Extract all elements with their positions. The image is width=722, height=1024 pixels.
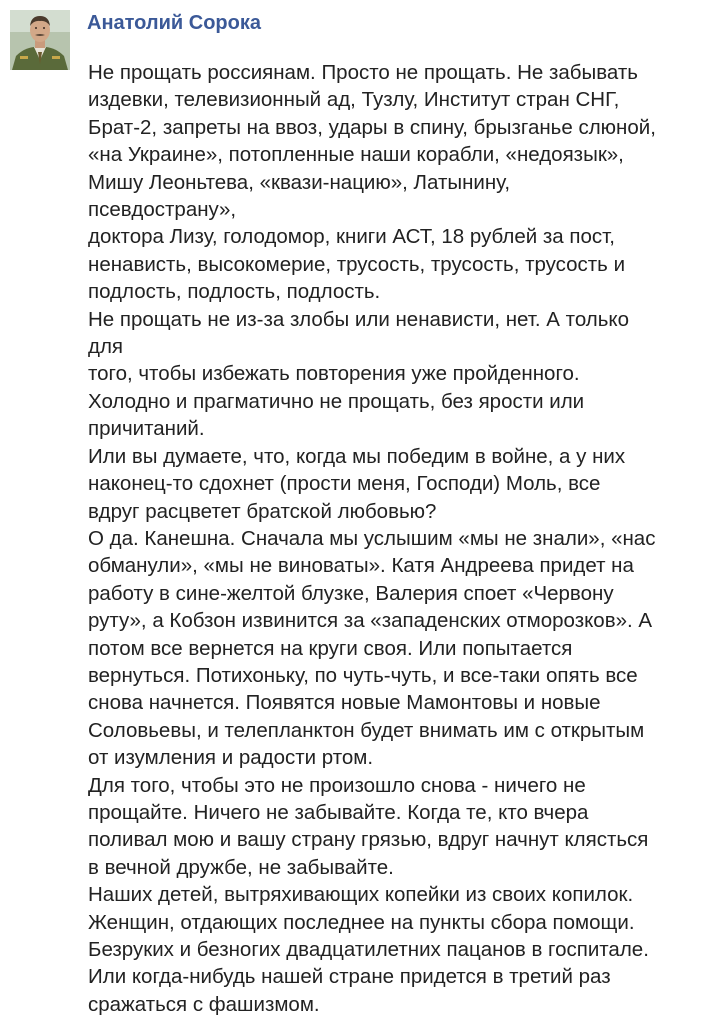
post-text-line: сражаться с фашизмом. (88, 992, 320, 1016)
post-text-line: поливал мою и вашу страну грязью, вдруг начнут клясться (88, 828, 649, 852)
post-text-line: Безруких и безногих двадцатилетних пацанов в госпитале. (88, 938, 649, 961)
post-text-line: Или вы думаете, что, когда мы победим в войне, а у них (88, 444, 626, 468)
post-text-line: вернуться. Потихоньку, по чуть-чуть, и все-таки опять все (88, 663, 638, 687)
post-text-line: Для того, чтобы это не произошло снова - ничего не (88, 773, 586, 797)
post-text-line: вдруг расцветет братской любовью? (88, 499, 437, 523)
post-text-line: снова начнется. Появятся новые Мамонтовы и новые (88, 691, 601, 715)
post-text-line: наконец-то сдохнет (прости меня, Господи) Моль, все (88, 472, 601, 496)
post-text-line: в вечной дружбе, не забывайте. (88, 855, 394, 879)
post-text-line: О да. Канешна. Сначала мы услышим «мы не знали», «нас (88, 526, 656, 550)
post-text-line: доктора Лизу, голодомор, книги АСТ, 18 рублей за пост, (88, 225, 615, 249)
post-text-line: работу в сине-желтой блузке, Валерия споет «Червону (88, 581, 614, 605)
post-text-line: псевдострану», (88, 198, 237, 222)
post-text-line: подлость, подлость, подлость. (88, 280, 381, 304)
post-text-line: обманули», «мы не виноваты». Катя Андреева придет на (88, 554, 634, 578)
post-text-line: Женщин, отдающих последнее на пункты сбора помощи. (88, 910, 635, 934)
user-avatar-icon (10, 10, 70, 70)
post-text-line: Брат-2, запреты на ввоз, удары в спину, брызганье слюной, (88, 115, 656, 139)
post-text-line: потом все вернется на круги своя. Или попытается (88, 636, 573, 660)
post-text (88, 59, 720, 1018)
post-text-line: Холодно и прагматично не прощать, без ярости или (88, 389, 585, 413)
post-text-line: ненависть, высокомерие, трусость, трусость, трусость и (88, 252, 626, 276)
post-text-line: для (88, 335, 124, 359)
post-text-line: Наших детей, вытряхивающих копейки из своих копилок. (88, 883, 634, 907)
post-text-line: Не прощать россиянам. Просто не прощать. Не забывать (88, 61, 638, 84)
post-text-line: «на Украине», потопленные наши корабли, «недоязык», (88, 143, 624, 167)
author-name-link[interactable]: Анатолий Сорока (87, 12, 261, 34)
post-text-line: причитаний. (88, 417, 205, 441)
author-avatar[interactable] (10, 10, 70, 70)
post-text-line: издевки, телевизионный ад, Тузлу, Институт стран СНГ, (88, 88, 620, 112)
post-text-line: Мишу Леоньтева, «квази-нацию», Латынину, (88, 170, 511, 194)
post-text-line: руту», а Кобзон извинится за «западенских отморозков». А (88, 609, 653, 633)
post-text-line: прощайте. Ничего не забывайте. Когда те, кто вчера (88, 800, 589, 824)
post-text-line: от изумления и радости ртом. (88, 746, 374, 770)
post-text-line: Не прощать не из-за злобы или ненависти, нет. А только (88, 307, 630, 331)
post-text-line: Соловьевы, и телепланктон будет внимать им с открытым (88, 718, 645, 742)
post-text-line: того, чтобы избежать повторения уже пройденного. (88, 362, 580, 386)
post-text-line: Или когда-нибудь нашей стране придется в третий раз (88, 965, 611, 989)
